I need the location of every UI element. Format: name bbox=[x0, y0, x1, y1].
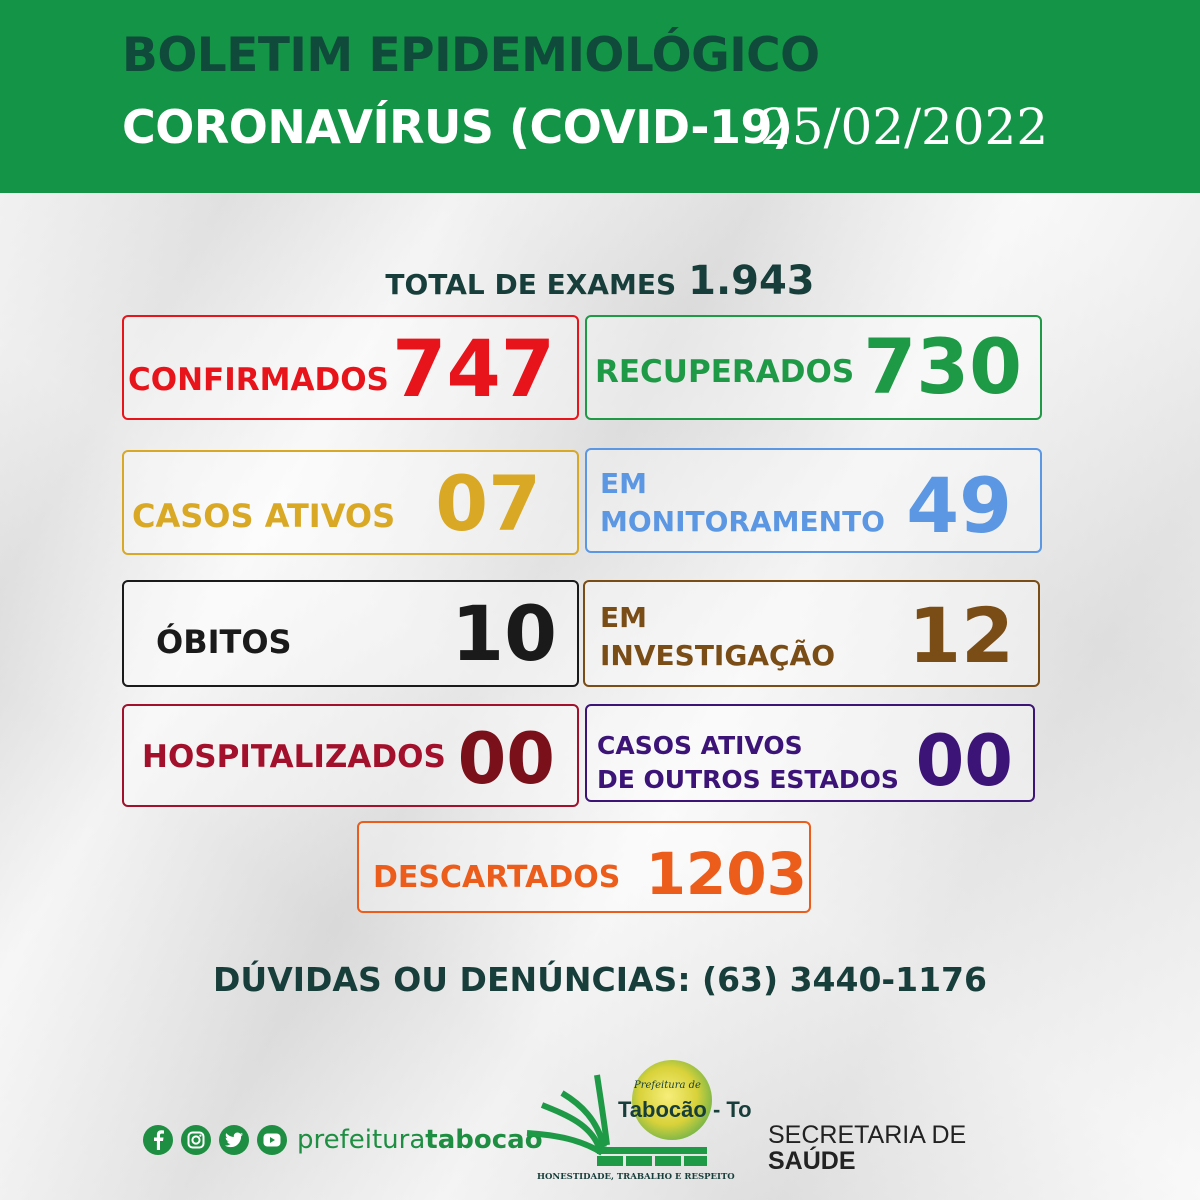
card-casos-outros-estados bbox=[585, 704, 1035, 802]
card-obitos bbox=[122, 580, 579, 687]
casos-outros-estados-label-line1: CASOS ATIVOS bbox=[597, 731, 803, 760]
recuperados-value: 730 bbox=[863, 322, 1022, 411]
twitter-icon[interactable] bbox=[219, 1125, 249, 1155]
descartados-label: DESCARTADOS bbox=[373, 860, 621, 895]
card-recuperados bbox=[585, 315, 1042, 420]
logo-top-text: Prefeitura de bbox=[634, 1080, 701, 1091]
social-handle-prefix: prefeitura bbox=[297, 1125, 426, 1155]
casos-ativos-value: 07 bbox=[435, 459, 541, 548]
bulletin-date: 25/02/2022 bbox=[760, 98, 1049, 156]
card-em-monitoramento bbox=[585, 448, 1042, 553]
total-exames-label: TOTAL DE EXAMES bbox=[385, 268, 677, 301]
secretaria-saude bbox=[768, 1122, 966, 1175]
logo-name-text: Tabocão - To bbox=[618, 1097, 752, 1122]
obitos-value: 10 bbox=[451, 589, 557, 678]
total-exames bbox=[0, 258, 1200, 304]
casos-outros-estados-value: 00 bbox=[915, 720, 1013, 802]
header-banner bbox=[0, 0, 1200, 193]
card-descartados bbox=[357, 821, 811, 913]
em-investigacao-label-line1: EM bbox=[600, 601, 647, 634]
logo-motto-text: HONESTIDADE, TRABALHO E RESPEITO bbox=[537, 1172, 735, 1182]
card-confirmados bbox=[122, 315, 579, 420]
confirmados-value: 747 bbox=[392, 325, 555, 415]
bulletin-subtitle: CORONAVÍRUS (COVID-19) bbox=[122, 100, 793, 154]
card-casos-ativos bbox=[122, 450, 579, 555]
card-em-investigacao bbox=[583, 580, 1040, 687]
prefeitura-logo bbox=[522, 1055, 752, 1185]
hospitalizados-value: 00 bbox=[457, 718, 555, 800]
secretaria-line1: SECRETARIA DE bbox=[768, 1121, 967, 1149]
prefeitura-logo-graphic bbox=[522, 1055, 752, 1185]
secretaria-line2: SAÚDE bbox=[768, 1147, 856, 1176]
bulletin-title: BOLETIM EPIDEMIOLÓGICO bbox=[122, 28, 820, 83]
facebook-icon[interactable] bbox=[143, 1125, 173, 1155]
instagram-icon[interactable] bbox=[181, 1125, 211, 1155]
youtube-icon[interactable] bbox=[257, 1125, 287, 1155]
total-exames-value: 1.943 bbox=[688, 258, 815, 304]
em-monitoramento-value: 49 bbox=[906, 461, 1012, 550]
contact-line: DÚVIDAS OU DENÚNCIAS: (63) 3440-1176 bbox=[213, 960, 987, 999]
social-links bbox=[143, 1120, 543, 1160]
em-monitoramento-label-line1: EM bbox=[600, 467, 647, 500]
casos-outros-estados-label-line2: DE OUTROS ESTADOS bbox=[597, 765, 899, 794]
recuperados-label: RECUPERADOS bbox=[595, 354, 855, 390]
obitos-label: ÓBITOS bbox=[156, 623, 292, 661]
em-monitoramento-label-line2: MONITORAMENTO bbox=[600, 505, 885, 538]
social-handle-bold: tabocao bbox=[425, 1125, 543, 1155]
card-hospitalizados bbox=[122, 704, 579, 807]
em-investigacao-label-line2: INVESTIGAÇÃO bbox=[600, 639, 836, 672]
casos-ativos-label: CASOS ATIVOS bbox=[132, 497, 396, 535]
social-handle[interactable] bbox=[297, 1125, 543, 1155]
hospitalizados-label: HOSPITALIZADOS bbox=[142, 739, 446, 775]
descartados-value: 1203 bbox=[645, 840, 807, 908]
em-investigacao-value: 12 bbox=[908, 591, 1014, 680]
confirmados-label: CONFIRMADOS bbox=[128, 362, 389, 398]
